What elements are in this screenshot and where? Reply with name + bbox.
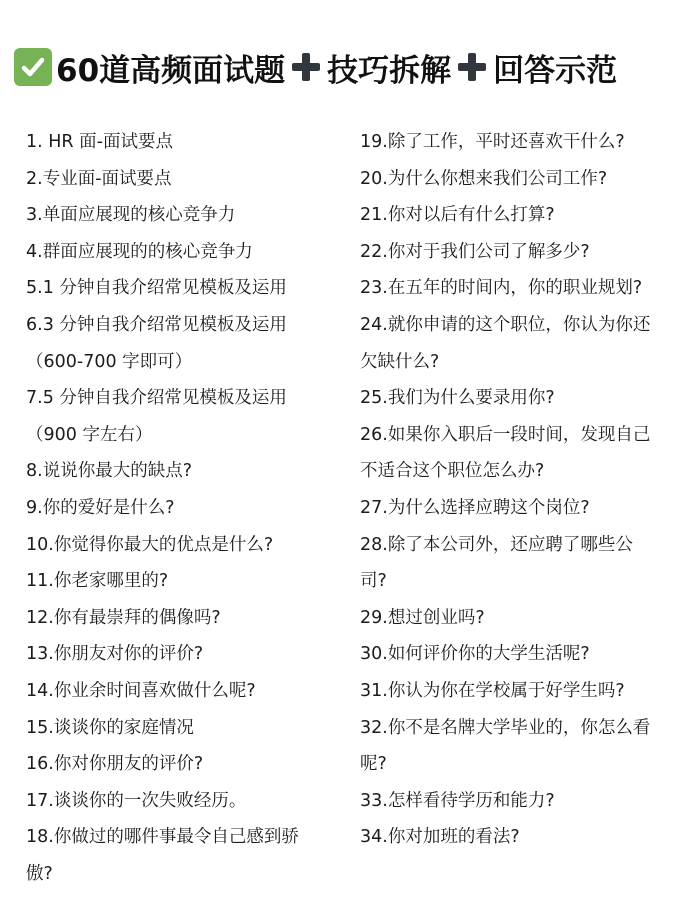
list-item: 32.你不是名牌大学毕业的，你怎么看	[360, 717, 651, 738]
list-item: 傲?	[26, 863, 53, 884]
list-item: 呢?	[360, 754, 387, 775]
list-item: 29.想过创业吗?	[360, 607, 485, 628]
list-item: 34.你对加班的看法?	[360, 827, 520, 848]
list-item: 12.你有最崇拜的偶像吗?	[26, 607, 221, 628]
list-item: 7.5 分钟自我介绍常见模板及运用	[26, 388, 287, 409]
list-item: 15.谈谈你的家庭情况	[26, 717, 194, 738]
list-item: 16.你对你朋友的评价?	[26, 754, 204, 775]
title-part-questions: 60道高频面试题	[56, 52, 286, 89]
list-item: 19.除了工作，平时还喜欢干什么?	[360, 132, 625, 152]
list-item: 18.你做过的哪件事最令自己感到骄	[26, 827, 299, 848]
check-mark-icon	[14, 48, 52, 86]
list-item: 司?	[360, 571, 387, 592]
list-item: 9.你的爱好是什么?	[26, 497, 175, 518]
list-item: 3.单面应展现的核心竞争力	[26, 205, 236, 226]
question-list-left	[26, 124, 344, 892]
list-item: 17.谈谈你的一次失败经历。	[26, 790, 247, 811]
list-item: 14.你业余时间喜欢做什么呢?	[26, 680, 256, 701]
page-title	[14, 42, 678, 92]
list-item: 2.专业面-面试要点	[26, 168, 172, 189]
list-item: 28.除了本公司外，还应聘了哪些公	[360, 534, 633, 555]
list-item: 23.在五年的时间内，你的职业规划?	[360, 278, 643, 299]
list-item: （600-700 字即可）	[26, 351, 193, 372]
list-item: 8.说说你最大的缺点?	[26, 461, 192, 482]
list-item: 4.群面应展现的的核心竞争力	[26, 241, 253, 262]
list-item: 27.为什么选择应聘这个岗位?	[360, 497, 590, 518]
list-item: 30.如何评价你的大学生活呢?	[360, 644, 590, 665]
list-item: 1. HR 面-面试要点	[26, 132, 173, 152]
list-item: 不适合这个职位怎么办?	[360, 461, 545, 482]
list-item: 5.1 分钟自我介绍常见模板及运用	[26, 278, 287, 299]
list-item: 10.你觉得你最大的优点是什么?	[26, 534, 274, 555]
list-item: 13.你朋友对你的评价?	[26, 644, 204, 665]
list-item: 21.你对以后有什么打算?	[360, 205, 555, 226]
title-part-answers: 回答示范	[493, 52, 618, 89]
list-item: 24.就你申请的这个职位，你认为你还	[360, 314, 651, 335]
list-item: 6.3 分钟自我介绍常见模板及运用	[26, 314, 287, 335]
list-item: 31.你认为你在学校属于好学生吗?	[360, 680, 625, 701]
title-part-tips: 技巧拆解	[327, 52, 452, 89]
list-item: 33.怎样看待学历和能力?	[360, 790, 555, 811]
plus-icon	[454, 49, 490, 85]
plus-icon	[288, 49, 324, 85]
list-item: 22.你对于我们公司了解多少?	[360, 241, 590, 262]
list-item: 20.为什么你想来我们公司工作?	[360, 168, 608, 189]
list-item: （900 字左右）	[26, 424, 153, 445]
list-item: 11.你老家哪里的?	[26, 571, 169, 592]
list-item: 26.如果你入职后一段时间，发现自己	[360, 424, 651, 445]
question-list-right	[360, 124, 682, 856]
list-item: 欠缺什么?	[360, 351, 440, 372]
list-item: 25.我们为什么要录用你?	[360, 388, 555, 409]
